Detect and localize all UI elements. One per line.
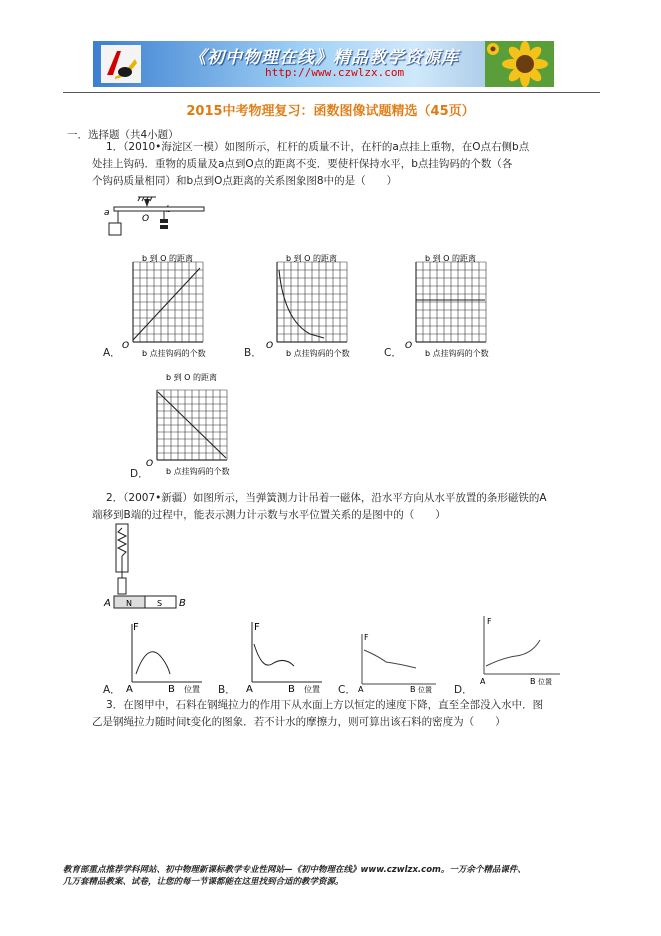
q2-graph-a — [118, 618, 218, 696]
graph-a-ylabel: b 到 O 的距离 — [142, 254, 194, 263]
site-logo-icon — [101, 45, 141, 83]
q2b-b-tick: B — [288, 684, 295, 695]
magnet-label-s: S — [157, 599, 163, 608]
q2-option-a[interactable]: A． — [103, 684, 121, 696]
q1-option-c[interactable]: C． — [384, 347, 402, 359]
banner-title: 《初中物理在线》精品教学资源库 — [189, 48, 459, 68]
q1-option-d[interactable]: D． — [130, 468, 149, 480]
banner-url[interactable]: http://www.czwlzx.com — [265, 66, 405, 79]
q3-line-2: 乙是钢绳拉力随时间t变化的图象．若不计水的摩擦力，则可算出该石料的密度为（ ） — [92, 716, 506, 728]
q1-graph-a — [120, 250, 230, 358]
q2-graph-c — [354, 628, 444, 696]
q1-graph-b — [264, 250, 374, 358]
graph-c-xlabel: b 点挂钩码的个数 — [425, 349, 489, 358]
q2b-a-tick: A — [246, 684, 253, 695]
graph-d-origin: O — [146, 459, 154, 469]
q1-line-2: 处挂上钩码．重物的质量及a点到O点的距离不变．要使杆保持水平，b点挂钩码的个数（各 — [92, 158, 513, 170]
q2d-f-label: F — [487, 617, 492, 626]
graph-a-origin: O — [122, 341, 130, 351]
lever-figure — [102, 195, 210, 245]
q2d-a-tick: A — [480, 677, 486, 686]
graph-b-xlabel: b 点挂钩码的个数 — [286, 349, 350, 358]
q1-option-b[interactable]: B． — [244, 347, 262, 359]
q3-line-1: 3．在图甲中，石料在钢绳拉力的作用下从水面上方以恒定的速度下降，直至全部没入水中．图 — [106, 699, 544, 711]
q2c-pos-label: 位置 — [418, 686, 432, 694]
spring-scale-figure — [102, 522, 194, 614]
q1-graph-d — [144, 368, 264, 476]
q2a-curve — [136, 652, 170, 674]
q2b-f-label: F — [254, 622, 260, 633]
q2-graph-b — [238, 616, 338, 696]
sunflower-image — [485, 41, 554, 87]
magnet-label-n: N — [126, 599, 132, 608]
q2a-pos-label: 位置 — [184, 685, 200, 694]
q2-option-d[interactable]: D． — [454, 684, 473, 696]
graph-b-ylabel: b 到 O 的距离 — [286, 254, 338, 263]
section-heading: 一．选择题（共4小题） — [67, 129, 179, 141]
q1-option-a[interactable]: A． — [103, 347, 121, 359]
page-footer — [63, 864, 603, 888]
graph-c-ylabel: b 到 O 的距离 — [425, 254, 477, 263]
q2c-f-label: F — [364, 633, 369, 642]
q2a-a-tick: A — [126, 684, 133, 695]
q2-option-b[interactable]: B． — [218, 684, 236, 696]
magnet-label-a: A — [104, 598, 111, 609]
q1-line-1: 1．（2010•海淀区一模）如图所示，杠杆的质量不计，在杆的a点挂上重物，在O点右侧b点 — [106, 141, 530, 153]
q2b-pos-label: 位置 — [304, 685, 320, 694]
graph-d-ylabel: b 到 O 的距离 — [166, 373, 218, 382]
q2d-b-tick: B — [530, 677, 536, 686]
lever-label-a: a — [104, 208, 110, 218]
graph-a-xlabel: b 点挂钩码的个数 — [142, 349, 206, 358]
q2-line-1: 2．（2007•新疆）如图所示，当弹簧测力计吊着一磁体，沿水平方向从水平放置的条形磁铁的A — [106, 492, 547, 504]
q2c-a-tick: A — [358, 685, 364, 694]
q2b-curve — [254, 644, 294, 666]
graph-b-curve — [279, 270, 324, 338]
footer-line-1: 教育部重点推荐学科网站、初中物理新课标教学专业性网站—《初中物理在线》www.czwlzx.com。一万余个精品课件、 — [63, 865, 526, 875]
footer-line-2: 几万套精品教案、试卷，让您的每一节课都能在这里找到合适的教学资源。 — [63, 877, 344, 887]
header-banner — [93, 41, 554, 87]
document-title: 2015中考物理复习：函数图像试题精选（45页） — [186, 104, 475, 119]
lever-label-o: O — [142, 214, 150, 224]
q2a-f-label: F — [133, 622, 139, 633]
header-rule — [63, 92, 600, 93]
graph-c-origin: O — [405, 341, 413, 351]
q2-line-2: 端移到B端的过程中，能表示测力计示数与水平位置关系的是图中的（ ） — [92, 509, 446, 521]
q2c-curve — [364, 650, 416, 668]
q2d-pos-label: 位置 — [538, 678, 552, 686]
graph-b-origin: O — [266, 341, 274, 351]
q2c-b-tick: B — [410, 685, 416, 694]
q2-graph-d — [476, 612, 568, 696]
q2a-b-tick: B — [168, 684, 175, 695]
graph-d-xlabel: b 点挂钩码的个数 — [166, 467, 230, 476]
q1-graph-c — [403, 250, 513, 358]
q2-option-c[interactable]: C． — [338, 684, 356, 696]
magnet-label-b: B — [179, 598, 186, 609]
graph-a-line — [133, 268, 200, 340]
q2d-curve — [486, 640, 540, 666]
q1-line-3: 个钩码质量相同）和b点到O点距离的关系图象图8中的是（ ） — [92, 175, 398, 187]
